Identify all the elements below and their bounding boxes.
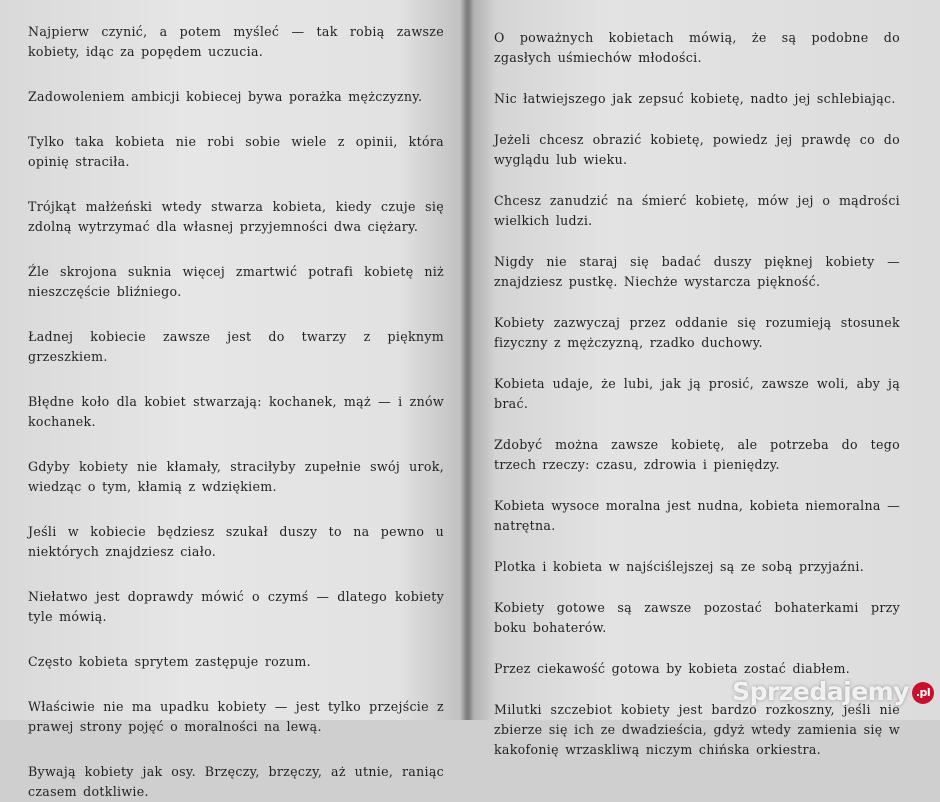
aphorism-paragraph: Źle skrojona suknia więcej zmartwić potrafi kobietę niż nieszczęście bliźniego.	[28, 264, 444, 299]
aphorism-paragraph: Zdobyć można zawsze kobietę, ale potrzeba do tego trzech rzeczy: czasu, zdrowia i pieniędzy.	[494, 437, 900, 472]
aphorism-paragraph: Trójkąt małżeński wtedy stwarza kobieta, kiedy czuje się zdolną wytrzymać dla własnej przyjemności dwa ciężary.	[28, 199, 444, 234]
aphorism-paragraph: Błędne koło dla kobiet stwarzają: kochanek, mąż — i znów kochanek.	[28, 394, 444, 429]
aphorism-paragraph: Najpierw czynić, a potem myśleć — tak robią zawsze kobiety, idąc za popędem uczucia.	[28, 24, 444, 59]
aphorism-paragraph: Przez ciekawość gotowa by kobieta zostać diabłem.	[494, 661, 851, 676]
watermark-logo	[732, 677, 934, 706]
aphorism-paragraph: Plotka i kobieta w najściślejszej są ze sobą przyjaźni.	[494, 559, 865, 574]
aphorism-paragraph: Bywają kobiety jak osy. Brzęczy, brzęczy, aż utnie, raniąc czasem dotkliwie.	[28, 764, 444, 799]
left-page	[0, 0, 468, 799]
aphorism-paragraph: Niełatwo jest doprawdy mówić o czymś — dlatego kobiety tyle mówią.	[28, 589, 444, 624]
aphorism-paragraph: O poważnych kobietach mówią, że są podobne do zgasłych uśmiechów młodości.	[494, 30, 900, 65]
watermark-suffix: .pl	[912, 682, 934, 704]
aphorism-paragraph: Ładnej kobiecie zawsze jest do twarzy z pięknym grzeszkiem.	[28, 329, 444, 364]
aphorism-paragraph: Nic łatwiejszego jak zepsuć kobietę, nadto jej schlebiając.	[494, 91, 896, 106]
aphorism-paragraph: Kobieta udaje, że lubi, jak ją prosić, zawsze woli, aby ją brać.	[494, 376, 900, 411]
aphorism-paragraph: Kobiety zazwyczaj przez oddanie się rozumieją stosunek fizyczny z mężczyzną, rzadko duchowy.	[494, 315, 900, 350]
aphorism-paragraph: Kobieta wysoce moralna jest nudna, kobieta niemoralna — natrętna.	[494, 498, 900, 533]
aphorism-paragraph: Chcesz zanudzić na śmierć kobietę, mów jej o mądrości wielkich ludzi.	[494, 193, 900, 228]
aphorism-paragraph: Nigdy nie staraj się badać duszy pięknej kobiety — znajdziesz pustkę. Niechże wystarcza piękność.	[494, 254, 900, 289]
aphorism-paragraph: Właściwie nie ma upadku kobiety — jest tylko przejście z prawej strony pojęć o moralności na lewą.	[28, 699, 444, 734]
aphorism-paragraph: Gdyby kobiety nie kłamały, straciłyby zupełnie swój urok, wiedząc o tym, kłamią z wdziękiem.	[28, 459, 444, 494]
aphorism-paragraph: Jeśli w kobiecie będziesz szukał duszy to na pewno u niektórych znajdziesz ciało.	[28, 524, 444, 559]
aphorism-paragraph: Milutki szczebiot kobiety jest bardzo rozkoszny, jeśli nie zbierze się ich ze dwadzieścia, gdyż wtedy zamienia się w kakofonię wrzaskliwą niczym chińska orkiestra.	[494, 702, 900, 757]
book-gutter	[460, 0, 474, 720]
aphorism-paragraph: Jeżeli chcesz obrazić kobietę, powiedz jej prawdę co do wyglądu lub wieku.	[494, 132, 900, 167]
right-page	[468, 0, 940, 757]
watermark-text: Sprzedajemy	[732, 677, 909, 706]
aphorism-paragraph: Zadowoleniem ambicji kobiecej bywa porażka mężczyzny.	[28, 89, 423, 104]
aphorism-paragraph: Kobiety gotowe są zawsze pozostać bohaterkami przy boku bohaterów.	[494, 600, 900, 635]
aphorism-paragraph: Często kobieta sprytem zastępuje rozum.	[28, 654, 311, 669]
aphorism-paragraph: Tylko taka kobieta nie robi sobie wiele z opinii, która opinię straciła.	[28, 134, 444, 169]
